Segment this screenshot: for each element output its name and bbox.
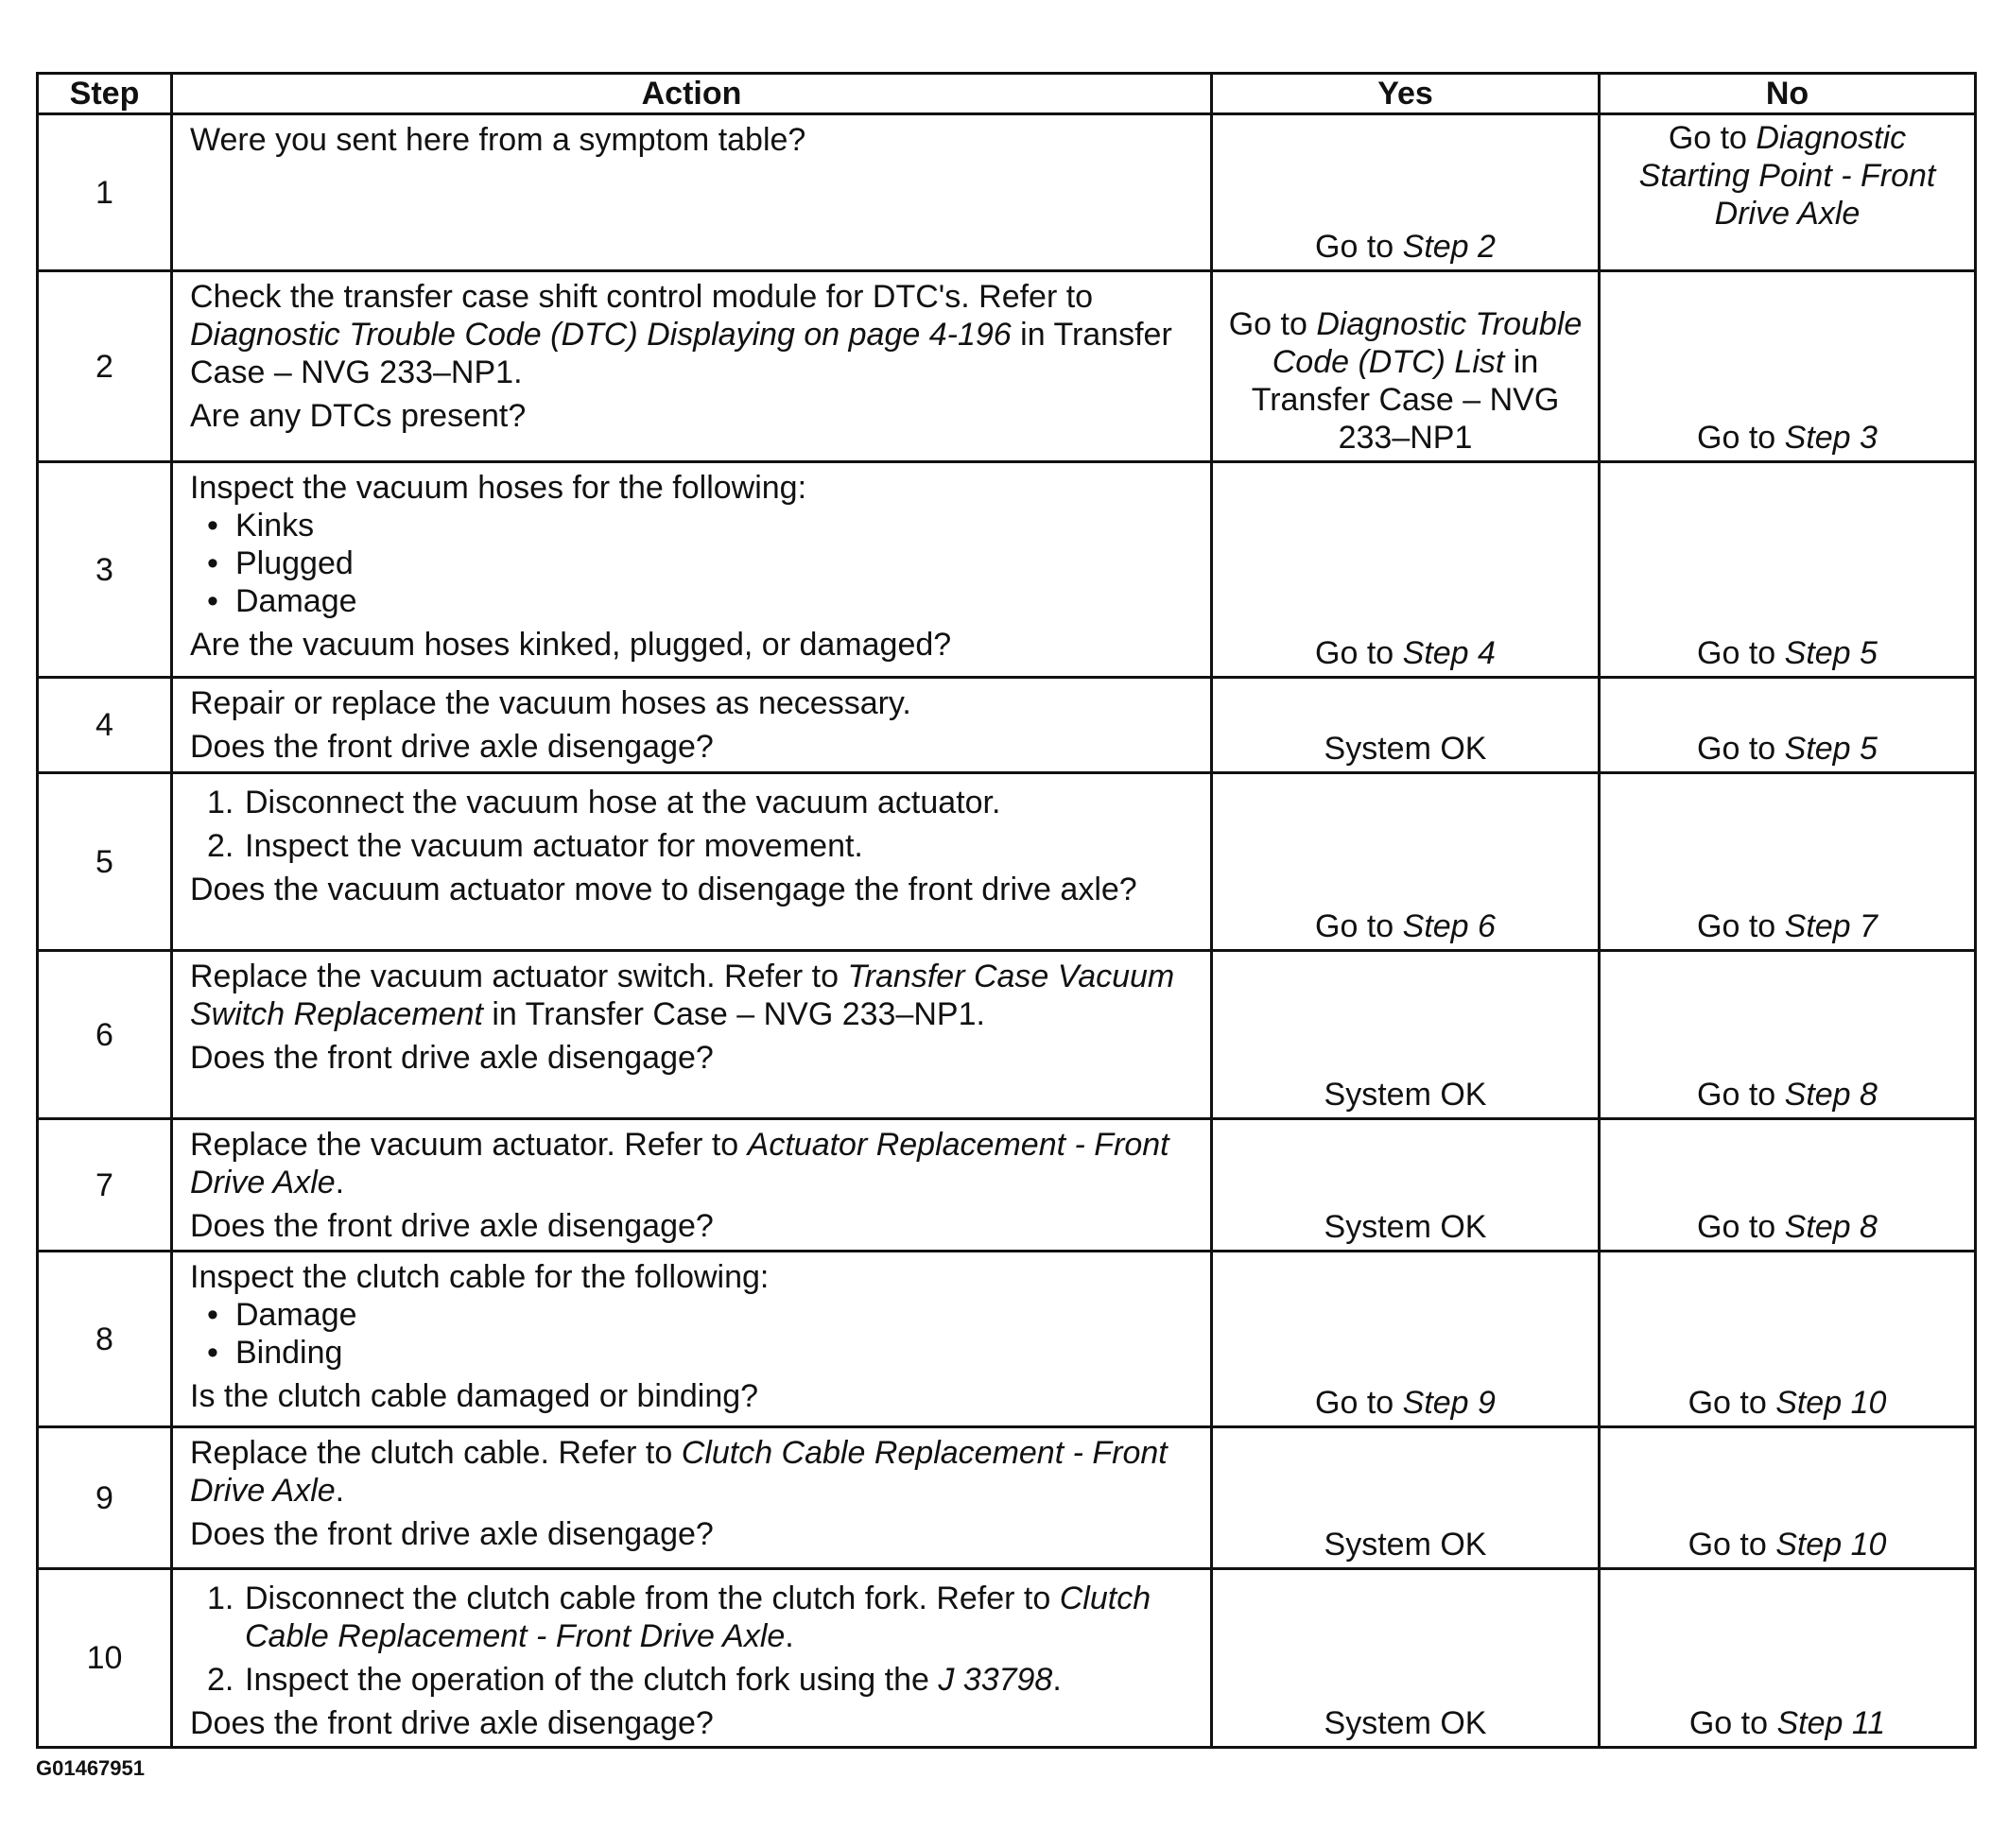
action-text: Were you sent here from a symptom table?: [190, 122, 806, 158]
action-question: Does the vacuum actuator move to disengage the front drive axle?: [190, 872, 1137, 907]
action-text: Replace the vacuum actuator switch. Refer to Transfer Case Vacuum Switch Replacement in Transfer Case – NVG 233–NP1.: [190, 959, 1175, 1032]
header-action: Action: [172, 74, 1212, 114]
list-item: • Binding: [235, 1334, 1199, 1372]
step-number: 8: [38, 1252, 172, 1427]
action-text: Check the transfer case shift control module for DTC's. Refer to Diagnostic Trouble Code (DTC) Displaying on page 4-196 in Transfer Case – NVG 233–NP1.: [190, 279, 1172, 390]
bullet-list: [190, 507, 1199, 620]
action-cell: [172, 271, 1212, 462]
action-intro: Inspect the vacuum hoses for the following:: [190, 470, 807, 506]
no-link[interactable]: Diagnostic Starting Point - Front Drive Axle: [1638, 120, 1936, 232]
step-number: 7: [38, 1119, 172, 1252]
no-cell: [1600, 951, 1976, 1119]
yes-prefix: Go to: [1315, 1385, 1403, 1421]
list-item: • Damage: [235, 582, 1199, 620]
action-question: Are any DTCs present?: [190, 398, 527, 434]
no-cell: [1600, 1119, 1976, 1252]
table-row: [38, 773, 1976, 951]
yes-cell: System OK: [1212, 951, 1600, 1119]
no-link[interactable]: Step 8: [1784, 1209, 1878, 1245]
no-link[interactable]: Step 5: [1784, 635, 1878, 671]
list-item: • Plugged: [235, 544, 1199, 582]
yes-link[interactable]: Step 4: [1402, 635, 1496, 671]
no-cell: [1600, 1252, 1976, 1427]
no-link[interactable]: Step 5: [1784, 731, 1878, 767]
yes-prefix: Go to: [1228, 306, 1317, 342]
action-text: Replace the clutch cable. Refer to Clutch Cable Replacement - Front Drive Axle.: [190, 1435, 1168, 1509]
no-prefix: Go to: [1697, 635, 1785, 671]
action-question: Does the front drive axle disengage?: [190, 1040, 714, 1076]
table-row: [38, 462, 1976, 678]
list-item: • Damage: [235, 1296, 1199, 1334]
no-link[interactable]: Step 10: [1775, 1527, 1887, 1563]
table-row: [38, 271, 1976, 462]
yes-link[interactable]: Diagnostic Trouble Code (DTC) List: [1272, 306, 1583, 380]
action-question: Is the clutch cable damaged or binding?: [190, 1378, 759, 1414]
step-number: 5: [38, 773, 172, 951]
step-number: 9: [38, 1427, 172, 1569]
action-question: Does the front drive axle disengage?: [190, 729, 714, 765]
no-link[interactable]: Step 8: [1784, 1077, 1878, 1113]
no-cell: [1600, 114, 1976, 271]
list-item: 2. Inspect the operation of the clutch fork using the J 33798.: [207, 1662, 1062, 1698]
table-row: [38, 114, 1976, 271]
action-cell: [172, 462, 1212, 678]
no-link[interactable]: Step 7: [1784, 908, 1878, 944]
diagnostic-table: [36, 72, 1977, 1749]
yes-cell: System OK: [1212, 678, 1600, 773]
action-cell: [172, 773, 1212, 951]
yes-cell: [1212, 1252, 1600, 1427]
yes-cell: System OK: [1212, 1427, 1600, 1569]
header-step: Step: [38, 74, 172, 114]
no-link[interactable]: Step 10: [1775, 1385, 1887, 1421]
action-text: Replace the vacuum actuator. Refer to Actuator Replacement - Front Drive Axle.: [190, 1127, 1169, 1200]
table-row: [38, 678, 1976, 773]
no-prefix: Go to: [1697, 420, 1785, 456]
step-number: 2: [38, 271, 172, 462]
action-cell: [172, 1119, 1212, 1252]
step-number: 1: [38, 114, 172, 271]
no-link[interactable]: Step 11: [1776, 1705, 1886, 1741]
yes-prefix: Go to: [1315, 635, 1403, 671]
tool-reference[interactable]: J 33798: [938, 1662, 1053, 1698]
no-prefix: Go to: [1688, 1527, 1776, 1563]
table-row: [38, 1427, 1976, 1569]
list-item: • Kinks: [235, 507, 1199, 544]
reference-link[interactable]: Diagnostic Trouble Code (DTC) Displaying on page 4-196: [190, 317, 1012, 353]
yes-link[interactable]: Step 6: [1402, 908, 1496, 944]
no-cell: [1600, 773, 1976, 951]
yes-cell: [1212, 114, 1600, 271]
list-item: 1. Disconnect the clutch cable from the clutch fork. Refer to Clutch Cable Replacement - Front Drive Axle.: [207, 1580, 1151, 1654]
no-prefix: Go to: [1688, 1385, 1776, 1421]
yes-prefix: Go to: [1315, 908, 1403, 944]
step-number: 10: [38, 1569, 172, 1748]
no-cell: [1600, 462, 1976, 678]
yes-cell: [1212, 462, 1600, 678]
header-yes: Yes: [1212, 74, 1600, 114]
no-cell: [1600, 1569, 1976, 1748]
reference-link[interactable]: Transfer Case Vacuum Switch Replacement: [190, 959, 1175, 1032]
yes-link[interactable]: Step 2: [1402, 229, 1496, 265]
action-text: Repair or replace the vacuum hoses as necessary.: [190, 685, 911, 721]
no-prefix: Go to: [1697, 1077, 1785, 1113]
bullet-list: [190, 1296, 1199, 1372]
action-cell: [172, 1252, 1212, 1427]
reference-link[interactable]: Clutch Cable Replacement - Front Drive Axle: [245, 1580, 1151, 1654]
no-prefix: Go to: [1697, 908, 1785, 944]
action-cell: [172, 114, 1212, 271]
step-number: 4: [38, 678, 172, 773]
table-row: [38, 951, 1976, 1119]
action-question: Are the vacuum hoses kinked, plugged, or damaged?: [190, 627, 952, 663]
no-cell: [1600, 1427, 1976, 1569]
reference-link[interactable]: Clutch Cable Replacement - Front Drive Axle: [190, 1435, 1168, 1509]
list-item: 1. Disconnect the vacuum hose at the vacuum actuator.: [207, 785, 1001, 820]
table-row: [38, 1569, 1976, 1748]
header-row: [38, 74, 1976, 114]
no-prefix: Go to: [1668, 120, 1757, 156]
yes-cell: [1212, 271, 1600, 462]
action-question: Does the front drive axle disengage?: [190, 1516, 714, 1552]
no-prefix: Go to: [1697, 1209, 1785, 1245]
step-number: 3: [38, 462, 172, 678]
no-prefix: Go to: [1697, 731, 1785, 767]
step-number: 6: [38, 951, 172, 1119]
action-cell: [172, 678, 1212, 773]
action-cell: [172, 951, 1212, 1119]
yes-cell: System OK: [1212, 1119, 1600, 1252]
list-item: 2. Inspect the vacuum actuator for movement.: [207, 828, 863, 864]
action-question: Does the front drive axle disengage?: [190, 1705, 714, 1741]
reference-link[interactable]: Actuator Replacement - Front Drive Axle: [190, 1127, 1169, 1200]
no-cell: [1600, 678, 1976, 773]
figure-id: G01467951: [36, 1756, 145, 1780]
yes-cell: [1212, 773, 1600, 951]
no-prefix: Go to: [1688, 1705, 1777, 1741]
no-link[interactable]: Step 3: [1784, 420, 1878, 456]
numbered-list: [190, 784, 1199, 865]
action-cell: [172, 1427, 1212, 1569]
yes-prefix: Go to: [1315, 229, 1403, 265]
numbered-list: [190, 1580, 1199, 1699]
no-cell: [1600, 271, 1976, 462]
table-row: [38, 1252, 1976, 1427]
yes-suffix: in Transfer Case – NVG 233–NP1: [1251, 344, 1560, 456]
header-no: No: [1600, 74, 1976, 114]
action-question: Does the front drive axle disengage?: [190, 1208, 714, 1244]
table-row: [38, 1119, 1976, 1252]
action-cell: [172, 1569, 1212, 1748]
yes-link[interactable]: Step 9: [1402, 1385, 1496, 1421]
action-intro: Inspect the clutch cable for the following:: [190, 1259, 770, 1295]
yes-cell: System OK: [1212, 1569, 1600, 1748]
